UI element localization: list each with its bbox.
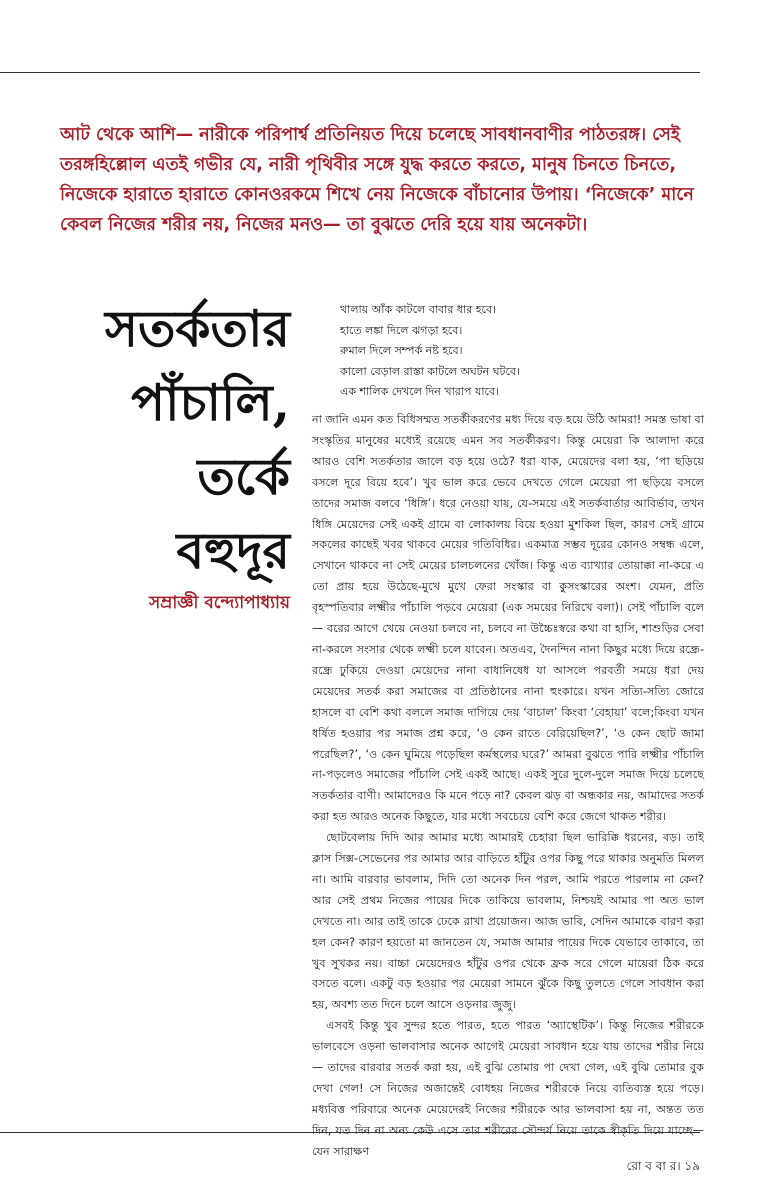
page-folio: রো ব বা র। ১৯ xyxy=(626,1159,700,1173)
title-line: বহুদূর xyxy=(176,521,290,580)
body-paragraph: এসবই কিন্তু খুব সুন্দর হতে পারত, হতে পারত ‘অ্যাস্থেটিক’। কিন্তু নিজের শরীরকে ভালবেসে ওড়না ভালবাসার অনেক আগেই মেয়েরা সাবধান হয়ে যায় তাদের শরীর নিয়ে— তাদের বারবার সতর্ক করা হয়, এই বুঝি তোমার পা দেখা গেল, এই বুঝি তোমার বুক দেখা গেল! সে নিজের অজান্তেই বোধহয় নিজের শরীরকে নিয়ে ব্যতিব্যস্ত হয়ে পড়ে। মধ্যবিত্ত পরিবারে অনেক মেয়েদেরই নিজের শরীরকে আর ভালবাসা হয় না, অন্তত তত দিন, যত দিন না অন্য কেউ এসে তার শরীরের সৌন্দর্য নিয়ে তাকে স্বীকৃতি দিয়ে যাচ্ছে— যেন সারাক্ষণ xyxy=(312,1019,704,1158)
author-byline: সম্রাজ্ঞী বন্দ্যোপাধ্যায় xyxy=(149,593,290,613)
bottom-rule xyxy=(0,1132,700,1133)
body-paragraph: না জানি এমন কত বিধিসম্মত সতর্কীকরণের মধ্য দিয়ে বড় হয়ে উঠি আমরা! সমস্ত ভাষা বা সংস্কৃতির মানুষের মধ্যেই রয়েছে এমন সব সতর্কীকরণ। কিন্তু মেয়েরা কি আলাদা করে আরও বেশি সতর্কতার জালে বড় হয়ে ওঠে? ধরা যাক, মেয়েদের বলা হয়, ‘পা ছড়িয়ে বসলে দূরে বিয়ে হবে’। খুব ভাল করে ভেবে দেখতে গেলে মেয়েরা পা ছড়িয়ে বসলে তাদের সমাজ বলবে ‘ধিঙ্গি’। ধরে নেওয়া যায়, যে-সময়ে এই সতর্কবার্তার আবির্ভাব, তখন ধিঙ্গি মেয়েদের সেই একই গ্রামে বা লোকালয় বিয়ে হওয়া মুশকিল ছিল, কারণ সেই গ্রামে সকলের কাছেই খবর থাকবে মেয়ের গতিবিধির। একমাত্র সম্ভব দূরের কোনও সম্বন্ধ এলে, সেখানে থাকবে না সেই মেয়ের চালচলনের খোঁজ। কিন্তু এত ব্যাখ্যার তোয়াক্কা না-করে এ তো প্রায় হয়ে উঠেছে-মুখে মুখে ফেরা সংস্কার বা কুসংস্কারের অংশ। যেমন, প্রতি বৃহস্পতিবার লক্ষ্মীর পাঁচালি পড়বে মেয়েরা (এক সময়ের নিরিখে বলা)। সেই পাঁচালি বলে— বরের আগে খেয়ে নেওয়া চলবে না, চলবে না উচ্চৈঃস্বরে কথা বা হাসি, শাশুড়ির সেবা না-করলে সংসার থেকে লক্ষ্মী চলে যাবেন। অতএব, দৈনন্দিন নানা কিছুর মধ্যে দিয়ে রন্ধ্রে-রন্ধ্রে ঢুকিয়ে দেওয়া মেয়েদের নানা বাধানিষেধ যা আসলে পরবর্তী সময়ে ধরা দেয় মেয়েদের সতর্ক করা সমাজের বা প্রতিষ্ঠানের নানা হুংকারে। যখন সত্যি-সত্যি জোরে হাসলে বা বেশি কথা বললে সমাজ দাগিয়ে দেয় ‘বাচাল’ কিংবা ‘বেহায়া’ বলে;কিংবা যখন ধর্ষিত হওয়ার পর সমাজ প্রশ্ন করে, ‘ও কেন রাতে বেরিয়েছিল?’, ‘ও কেন ছোট জামা পরেছিল?’, ‘ও কেন ঘুমিয়ে পড়েছিল কর্মস্থলের ঘরে?’ আমরা বুঝতে পারি লক্ষ্মীর পাঁচালি না-পড়লেও সমাজের পাঁচালি সেই একই আছে। একই সুরে দুলে-দুলে সমাজ দিয়ে চলেছে সতর্কতার বাণী। আমাদেরও কি মনে পড়ে না? কেবল ঝড় বা অন্ধকার নয়, আমাদের সতর্ক করা হত আরও অনেক কিছুতে, যার মধ্যে সবচেয়ে বেশি করে জেগে থাকত শরীর। xyxy=(312,413,704,824)
verse-line: এক শালিক দেখলে দিন খারাপ যাবে। xyxy=(340,385,499,398)
epigraph-verse xyxy=(340,300,700,403)
verse-line: হাতে লঙ্কা দিলে ঝগড়া হবে। xyxy=(340,323,463,337)
title-line: সতর্কতার xyxy=(104,299,290,358)
article-body xyxy=(312,410,704,1158)
title-line: তর্কে xyxy=(197,447,290,506)
intro-standfirst: আট থেকে আশি— নারীকে পরিপার্শ্ব প্রতিনিয়ত দিয়ে চলেছে সাবধানবাণীর পাঠতরঙ্গ। সেই তরঙ্গহিল্লোল এতই গভীর যে, নারী পৃথিবীর সঙ্গে যুদ্ধ করতে করতে, মানুষ চিনতে চিনতে, নিজেকে হারাতে হারাতে কোনওরকমে শিখে নেয় নিজেকে বাঁচানোর উপায়। ‘নিজেকে’ মানে কেবল নিজের শরীর নয়, নিজের মনও— তা বুঝতে দেরি হয়ে যায় অনেকটা। xyxy=(60,125,694,235)
verse-line: থালায় আঁক কাটলে বাবার ধার হবে। xyxy=(340,303,497,316)
body-paragraph: ছোটবেলায় দিদি আর আমার মধ্যে আমারই চেহারা ছিল ভারিক্কি ধরনের, বড়। তাই ক্লাস সিক্স-সেভেনের পর আমার আর বাড়িতে হাঁটুর ওপর কিছু পরে থাকার অনুমতি মিলল না। আমি বারবার ভাবলাম, দিদি তো অনেক দিন পরল, আমি পরতে পারলাম না কেন? আর সেই প্রথম নিজের পায়ের দিকে তাকিয়ে ভাবলাম, নিশ্চয়ই আমার পা অত ভাল দেখতে না। আর তাই তাকে ঢেকে রাখা প্রয়োজন। আজ ভাবি, সেদিন আমাকে বারণ করা হল কেন? কারণ হয়তো মা জানতেন যে, সমাজ আমার পায়ের দিকে যেভাবে তাকাবে, তা খুব সুখকর নয়। বাচ্চা মেয়েদেরও হাঁটুর ওপর থেকে ফ্রক সরে গেলে মায়েরা ঠিক করে বসতে বলে। একটু বড় হওয়ার পর মেয়েরা সামনে ঝুঁকে কিছু তুলতে গেলে সাবধান করা হয়, অবশ্য তত দিনে চলে আসে ওড়নার জুজু। xyxy=(312,831,704,1012)
article-title xyxy=(60,292,290,588)
verse-line: কালো বেড়াল রাস্তা কাটলে অঘটন ঘটবে। xyxy=(340,364,520,378)
top-rule xyxy=(0,72,700,73)
title-line: পাঁচালি, xyxy=(131,373,290,432)
verse-line: রুমাল দিলে সম্পর্ক নষ্ট হবে। xyxy=(340,344,463,357)
